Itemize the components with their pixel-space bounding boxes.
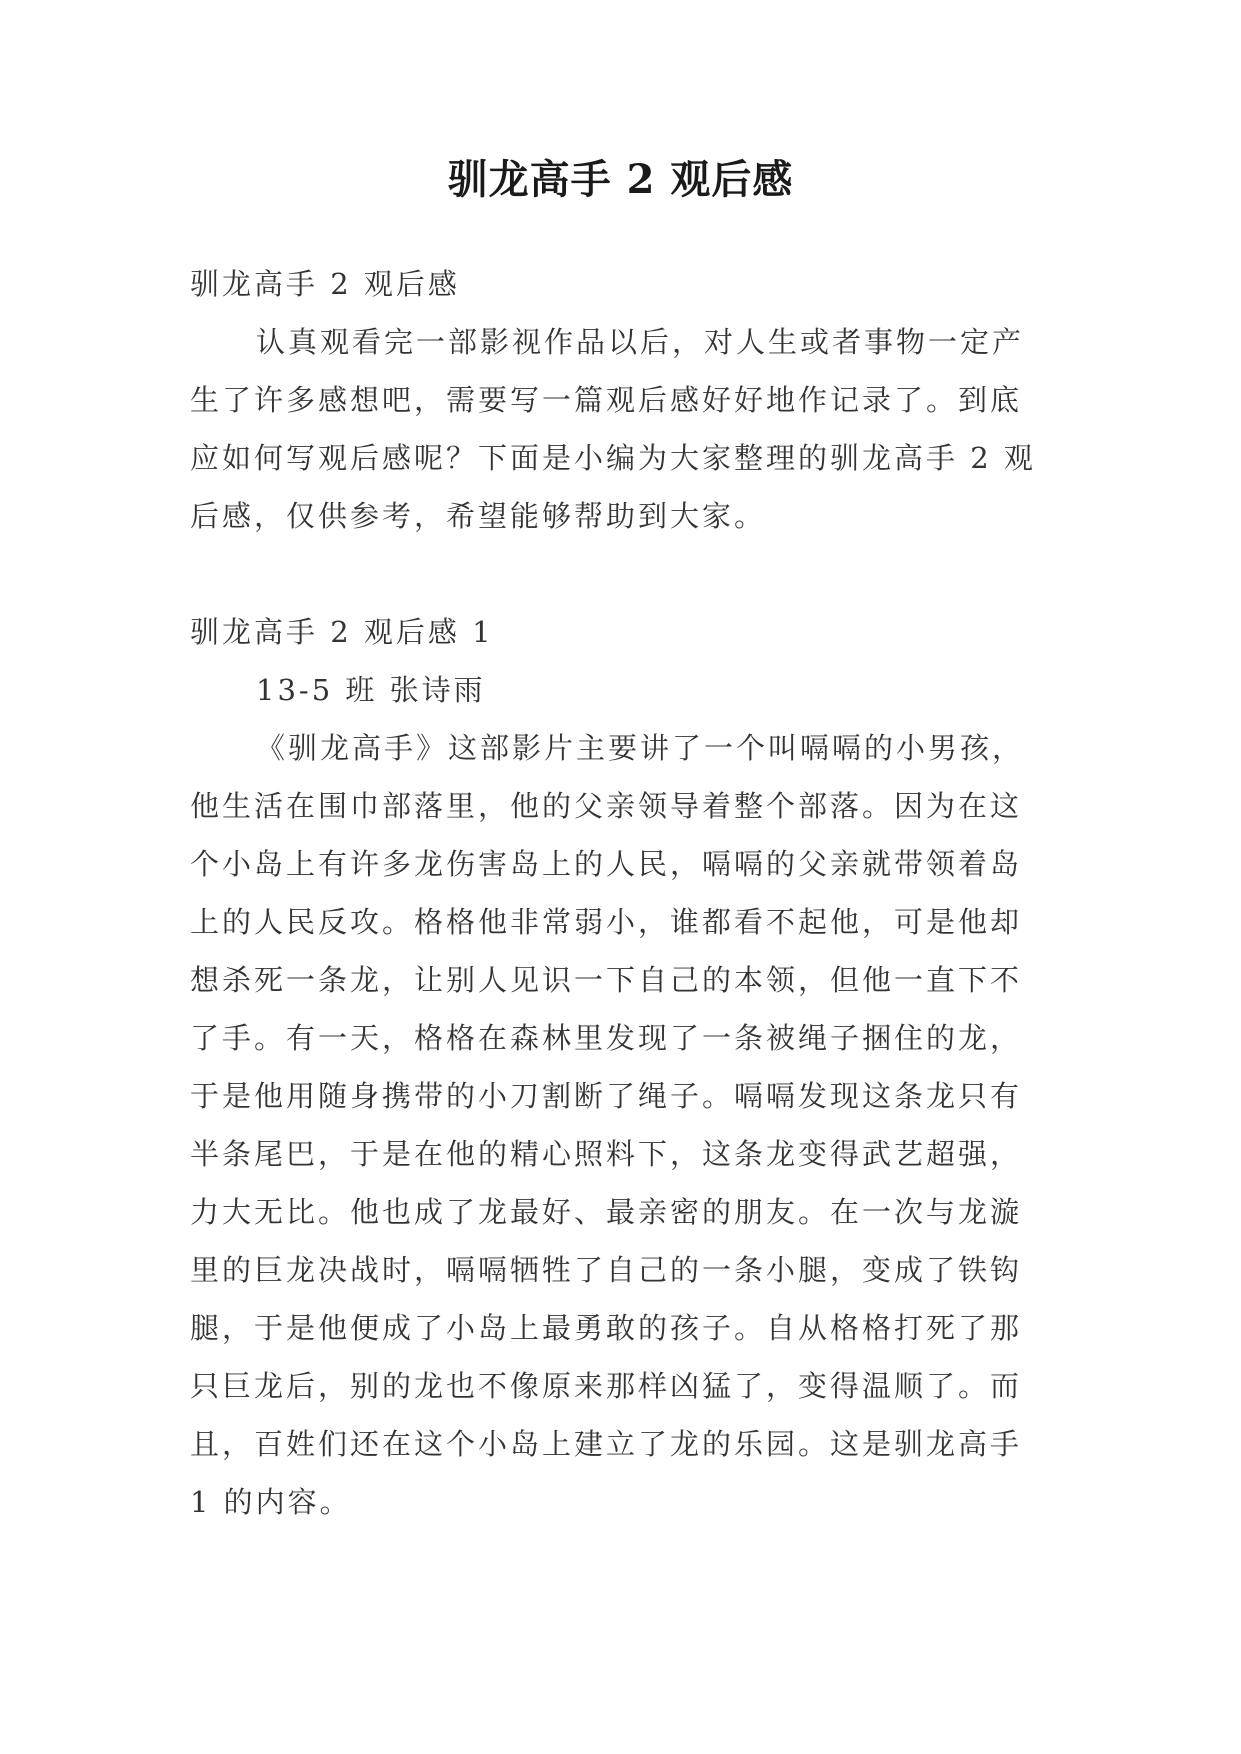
paragraph-gap [190, 545, 1070, 603]
intro-line: 生了许多感想吧，需要写一篇观后感好好地作记录了。到底 [190, 383, 1023, 417]
body-line: 1 的内容。 [190, 1485, 352, 1519]
body-line: 了手。有一天，格格在森林里发现了一条被绳子捆住的龙， [190, 1021, 1023, 1055]
body-line: 他生活在围巾部落里，他的父亲领导着整个部落。因为在这 [190, 789, 1023, 823]
body-line: 半条尾巴，于是在他的精心照料下，这条龙变得武艺超强， [190, 1137, 1023, 1171]
body-line: 上的人民反攻。格格他非常弱小，谁都看不起他，可是他却 [190, 905, 1023, 939]
subtitle: 驯龙高手 2 观后感 [190, 267, 460, 301]
body-line: 于是他用随身携带的小刀割断了绳子。嗝嗝发现这条龙只有 [190, 1079, 1023, 1113]
page-title: 驯龙高手 2 观后感 [447, 156, 794, 203]
body-line: 个小岛上有许多龙伤害岛上的人民，嗝嗝的父亲就带领着岛 [190, 847, 1023, 881]
body-line: 力大无比。他也成了龙最好、最亲密的朋友。在一次与龙漩 [190, 1195, 1023, 1229]
document-body [190, 255, 1070, 1531]
author-line: 13-5 班 张诗雨 [256, 673, 486, 707]
body-line: 只巨龙后，别的龙也不像原来那样凶猛了，变得温顺了。而 [190, 1369, 1023, 1403]
intro-line: 后感，仅供参考，希望能够帮助到大家。 [190, 499, 767, 533]
body-line: 腿，于是他便成了小岛上最勇敢的孩子。自从格格打死了那 [190, 1311, 1023, 1345]
body-line: 想杀死一条龙，让别人见识一下自己的本领，但他一直下不 [190, 963, 1023, 997]
intro-line: 应如何写观后感呢？下面是小编为大家整理的驯龙高手 2 观 [190, 441, 1036, 475]
body-line: 《驯龙高手》这部影片主要讲了一个叫嗝嗝的小男孩， [256, 731, 1025, 765]
body-line: 里的巨龙决战时，嗝嗝牺牲了自己的一条小腿，变成了铁钩 [190, 1253, 1023, 1287]
body-line: 且，百姓们还在这个小岛上建立了龙的乐园。这是驯龙高手 [190, 1427, 1023, 1461]
section-heading: 驯龙高手 2 观后感 1 [190, 615, 494, 649]
intro-line: 认真观看完一部影视作品以后，对人生或者事物一定产 [256, 325, 1025, 359]
